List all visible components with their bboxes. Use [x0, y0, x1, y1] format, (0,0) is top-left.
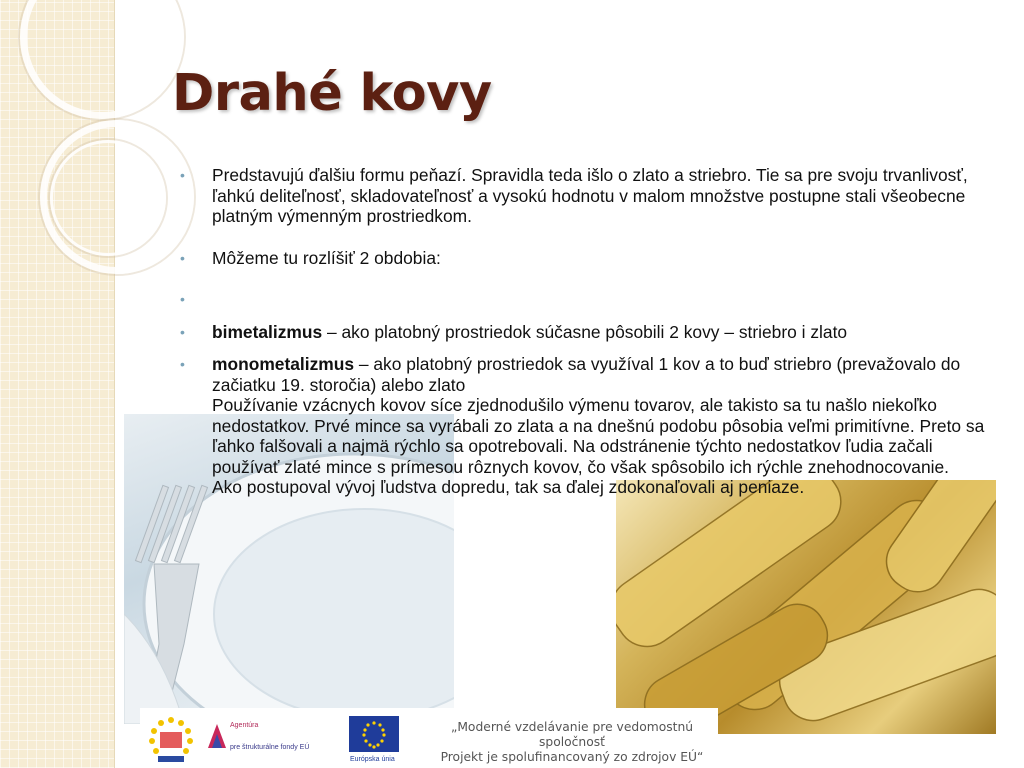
decorative-ring: [50, 140, 166, 256]
bullet-icon: •: [180, 356, 185, 372]
paragraph-continuation: Používanie vzácnych kovov síce zjednodušilo výmenu tovarov, ale takisto sa tu našlo niekoľko nedostatkov. Prvé mince sa vyrábali zo zlata a na dnešnú podobu pôsobia veľmi primitívne. Preto sa ľahko falšovali a najmä rýchlo sa opotrebovali. Na odstránenie týchto nedostatkov ľudia začali používať zlaté mince s prímesou rôznych kovov, čo však spôsobilo ich rýchle znehodnocovanie.: [212, 395, 985, 477]
bullet-icon: •: [180, 249, 185, 266]
bullet-text: [212, 354, 990, 395]
bullet-item: [180, 248, 990, 269]
footer-caption-line: Projekt je spolufinancovaný zo zdrojov EÚ“: [440, 750, 704, 764]
bullet-icon: •: [180, 323, 185, 340]
bullet-item: [180, 165, 990, 227]
footer-caption: [422, 720, 722, 765]
decorative-side-strip: [0, 0, 115, 768]
bullet-icon: •: [180, 291, 185, 307]
term-definition: – ako platobný prostriedok sa využíval 1 kov a to buď striebro (prevažovalo do začiatku 19. storočia) alebo zlato: [212, 354, 961, 395]
footer-caption-line: „Moderné vzdelávanie pre vedomostnú spoločnosť: [450, 720, 694, 749]
decorative-ring: [20, 0, 184, 119]
agency-name: Agentúra: [230, 722, 259, 729]
term-bimetalizmus: bimetalizmus: [212, 321, 323, 342]
term-definition: – ako platobný prostriedok súčasne pôsobili 2 kovy – striebro i zlato: [322, 321, 848, 342]
eu-label: Európska únia: [350, 756, 395, 763]
bullet-text: Môžeme tu rozlíšiť 2 obdobia:: [212, 247, 441, 268]
bullet-text: [212, 322, 990, 343]
gold-crackers-photo: [616, 480, 996, 734]
bullet-item-empty: [180, 289, 990, 310]
term-monometalizmus: monometalizmus: [212, 354, 355, 374]
agency-subtitle: pre štrukturálne fondy EÚ: [230, 744, 310, 751]
bullet-icon: •: [180, 167, 185, 183]
bullet-item: [180, 354, 990, 498]
program-stars-logo: [144, 712, 198, 766]
footer-logos: [140, 708, 718, 768]
slide-title: Drahé kovy: [172, 64, 492, 123]
eu-flag-icon: [349, 716, 399, 752]
agency-logo: [206, 718, 346, 760]
paragraph-continuation: Ako postupoval vývoj ľudstva dopredu, tak sa ďalej zdokonaľovali aj peniaze.: [212, 477, 805, 497]
slide-body: [180, 165, 990, 510]
bullet-text: [212, 289, 990, 310]
bullet-item: [180, 322, 990, 343]
bullet-text: Predstavujú ďalšiu formu peňazí. Spravidla teda išlo o zlato a striebro. Tie sa pre svoju trvanlivosť, ľahkú deliteľnosť, skladovateľnosť a vysokú hodnotu v malom množstve postupne stali všeobecne platným výmenným prostriedkom.: [212, 165, 968, 226]
